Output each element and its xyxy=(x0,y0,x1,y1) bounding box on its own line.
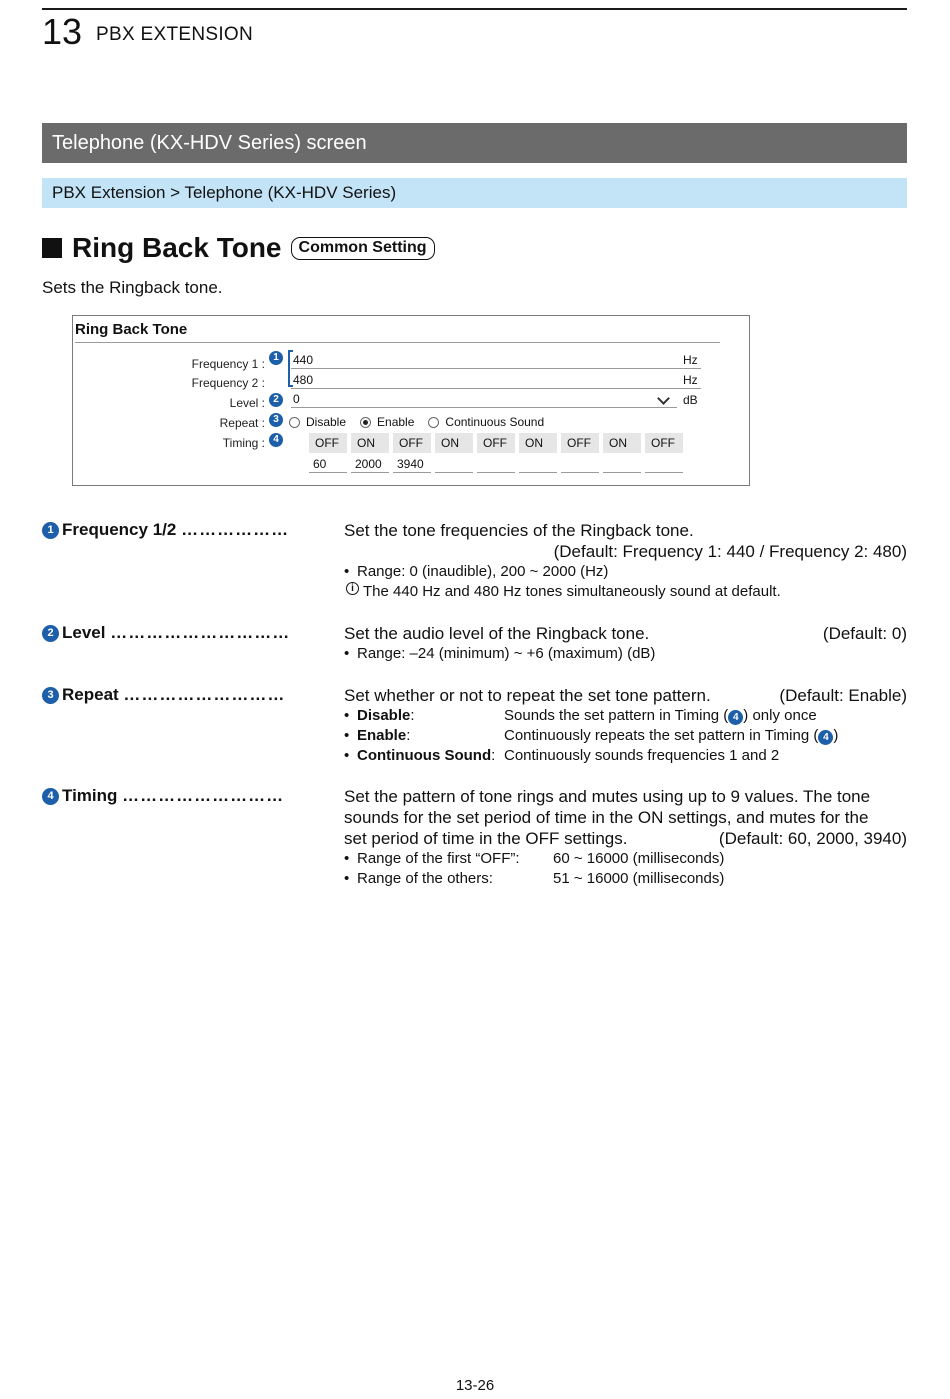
repeat-label: Repeat : xyxy=(219,416,265,430)
range-text: Range: 0 (inaudible), 200 ~ 2000 (Hz) xyxy=(357,563,609,580)
item-default: (Default: 0) xyxy=(822,624,907,643)
callout-badge-2: 2 xyxy=(269,393,283,407)
info-icon: i xyxy=(346,582,359,595)
item-body-timing xyxy=(344,786,907,889)
frequency2-input[interactable]: 480 xyxy=(291,371,701,389)
item-label-repeat xyxy=(62,685,285,705)
item-body-frequency xyxy=(344,520,907,602)
timing-header: OFF xyxy=(309,433,347,453)
chapter-number: 13 xyxy=(42,11,83,52)
option-text xyxy=(504,706,817,726)
repeat-radio-group xyxy=(289,415,558,429)
leader-dots: ……………………… xyxy=(123,685,286,704)
common-setting-tag: Common Setting xyxy=(291,237,435,260)
timing-input[interactable]: 2000 xyxy=(351,454,389,473)
repeat-disable-radio[interactable] xyxy=(289,417,300,428)
chapter-title: PBX EXTENSION xyxy=(96,24,253,45)
option-key: Disable: xyxy=(357,707,415,724)
item-badge-1: 1 xyxy=(42,522,59,539)
timing-input[interactable]: 3940 xyxy=(393,454,431,473)
timing-input[interactable] xyxy=(561,454,599,473)
range-value: 51 ~ 16000 (milliseconds) xyxy=(553,870,725,887)
timing-input[interactable] xyxy=(603,454,641,473)
screen-title-bar: Telephone (KX-HDV Series) screen xyxy=(42,123,907,163)
frequency2-unit: Hz xyxy=(683,373,698,387)
panel-title: Ring Back Tone xyxy=(75,321,188,338)
item-note xyxy=(344,582,907,602)
item-desc: Set whether or not to repeat the set tone pattern. xyxy=(344,686,711,705)
timing-line-2: sounds for the set period of time in the ON settings, and mutes for the xyxy=(344,808,869,827)
timing-input[interactable] xyxy=(477,454,515,473)
range-text: Range: –24 (minimum) ~ +6 (maximum) (dB) xyxy=(357,645,656,662)
item-label-frequency xyxy=(62,520,289,540)
timing-input[interactable] xyxy=(519,454,557,473)
item-label-text: Level xyxy=(62,623,106,642)
level-label: Level : xyxy=(229,396,265,410)
page-number: 13-26 xyxy=(455,1377,495,1394)
header-rule xyxy=(42,8,907,10)
item-badge-4: 4 xyxy=(42,788,59,805)
item-desc: Set the audio level of the Ringback tone. xyxy=(344,624,650,643)
level-unit: dB xyxy=(683,393,698,407)
option-text-a: Sounds the set pattern in Timing ( xyxy=(504,707,729,724)
timing-grid xyxy=(309,433,683,473)
leader-dots: ………………………… xyxy=(110,623,291,642)
timing-range-others: • Range of the others: 51 ~ 16000 (milliseconds) xyxy=(344,870,725,887)
repeat-enable-label: Enable xyxy=(377,415,415,429)
item-body-level xyxy=(344,623,907,664)
repeat-continuous-label: Continuous Sound xyxy=(445,415,545,429)
level-select[interactable]: 0 xyxy=(291,390,677,408)
item-label-text: Timing xyxy=(62,786,118,805)
option-text-b: ) xyxy=(833,727,839,744)
timing-range-first: • Range of the first “OFF”: 60 ~ 16000 (milliseconds) xyxy=(344,850,725,867)
option-key-text: Enable xyxy=(357,727,407,744)
callout-badge-1: 1 xyxy=(269,351,283,365)
item-badge-3: 3 xyxy=(42,687,59,704)
timing-header: OFF xyxy=(645,433,683,453)
timing-input[interactable] xyxy=(645,454,683,473)
item-label-timing xyxy=(62,786,284,806)
repeat-disable-label: Disable xyxy=(306,415,347,429)
timing-header: ON xyxy=(435,433,473,453)
timing-input[interactable] xyxy=(435,454,473,473)
timing-header: OFF xyxy=(477,433,515,453)
item-desc-row xyxy=(344,685,907,706)
note-text: The 440 Hz and 480 Hz tones simultaneously sound at default. xyxy=(363,583,781,600)
section-description: Sets the Ringback tone. xyxy=(42,278,223,297)
leader-dots: ……………… xyxy=(181,520,290,539)
breadcrumb: PBX Extension > Telephone (KX-HDV Series) xyxy=(42,178,907,208)
timing-header: OFF xyxy=(393,433,431,453)
callout-badge-3: 3 xyxy=(269,413,283,427)
option-key-text: Disable xyxy=(357,707,411,724)
item-label-text: Repeat xyxy=(62,685,119,704)
frequency2-label: Frequency 2 : xyxy=(191,376,265,390)
repeat-option-continuous: • Continuous Sound: Continuously sounds frequencies 1 and 2 xyxy=(344,747,780,764)
inline-badge-4: 4 xyxy=(728,710,743,725)
timing-header: OFF xyxy=(561,433,599,453)
item-default: (Default: Enable) xyxy=(779,686,907,705)
item-badge-2: 2 xyxy=(42,625,59,642)
leader-dots: ……………………… xyxy=(122,786,285,805)
item-desc-row xyxy=(344,828,907,849)
panel-divider xyxy=(75,342,720,343)
frequency1-label: Frequency 1 : xyxy=(191,357,265,371)
section-heading xyxy=(42,230,435,266)
frequency1-input[interactable]: 440 xyxy=(291,351,701,369)
timing-header: ON xyxy=(519,433,557,453)
option-text-b: ) only once xyxy=(743,707,817,724)
item-desc: Set the tone frequencies of the Ringback tone. xyxy=(344,521,694,540)
repeat-option-enable: • Enable: Continuously repeats the set pattern in Timing ( 4 ) xyxy=(344,727,839,744)
option-key: Enable: xyxy=(357,727,411,744)
timing-header: ON xyxy=(603,433,641,453)
ring-back-tone-panel xyxy=(72,315,750,486)
repeat-enable-radio[interactable] xyxy=(360,417,371,428)
option-key-text: Continuous Sound xyxy=(357,747,492,764)
item-default: (Default: Frequency 1: 440 / Frequency 2: 480) xyxy=(553,542,907,561)
inline-badge-4: 4 xyxy=(818,730,833,745)
range-key: Range of the others: xyxy=(357,870,493,887)
callout-badge-4: 4 xyxy=(269,433,283,447)
timing-label: Timing : xyxy=(222,436,265,450)
item-label-text: Frequency 1/2 xyxy=(62,520,177,539)
timing-input[interactable]: 60 xyxy=(309,454,347,473)
timing-line-3: set period of time in the OFF settings. xyxy=(344,829,628,848)
option-text: Continuously sounds frequencies 1 and 2 xyxy=(504,747,780,764)
repeat-option-disable: • Disable: Sounds the set pattern in Timing ( 4 ) only once xyxy=(344,707,817,724)
item-range: • Range: –24 (minimum) ~ +6 (maximum) (dB) xyxy=(344,645,656,662)
option-text xyxy=(504,726,838,746)
item-desc-row xyxy=(344,623,907,644)
range-value: 60 ~ 16000 (milliseconds) xyxy=(553,850,725,867)
item-default: (Default: 60, 2000, 3940) xyxy=(718,829,907,848)
item-body-repeat xyxy=(344,685,907,766)
timing-line-1: Set the pattern of tone rings and mutes using up to 9 values. The tone xyxy=(344,787,871,806)
section-title: Ring Back Tone xyxy=(72,232,282,263)
range-key: Range of the first “OFF”: xyxy=(357,850,520,867)
timing-header: ON xyxy=(351,433,389,453)
item-range: • Range: 0 (inaudible), 200 ~ 2000 (Hz) xyxy=(344,563,609,580)
option-key: Continuous Sound: xyxy=(357,747,496,764)
square-bullet-icon xyxy=(42,238,62,258)
repeat-continuous-radio[interactable] xyxy=(428,417,439,428)
item-label-level xyxy=(62,623,290,643)
frequency1-unit: Hz xyxy=(683,353,698,367)
option-text-a: Continuously repeats the set pattern in Timing ( xyxy=(504,727,819,744)
